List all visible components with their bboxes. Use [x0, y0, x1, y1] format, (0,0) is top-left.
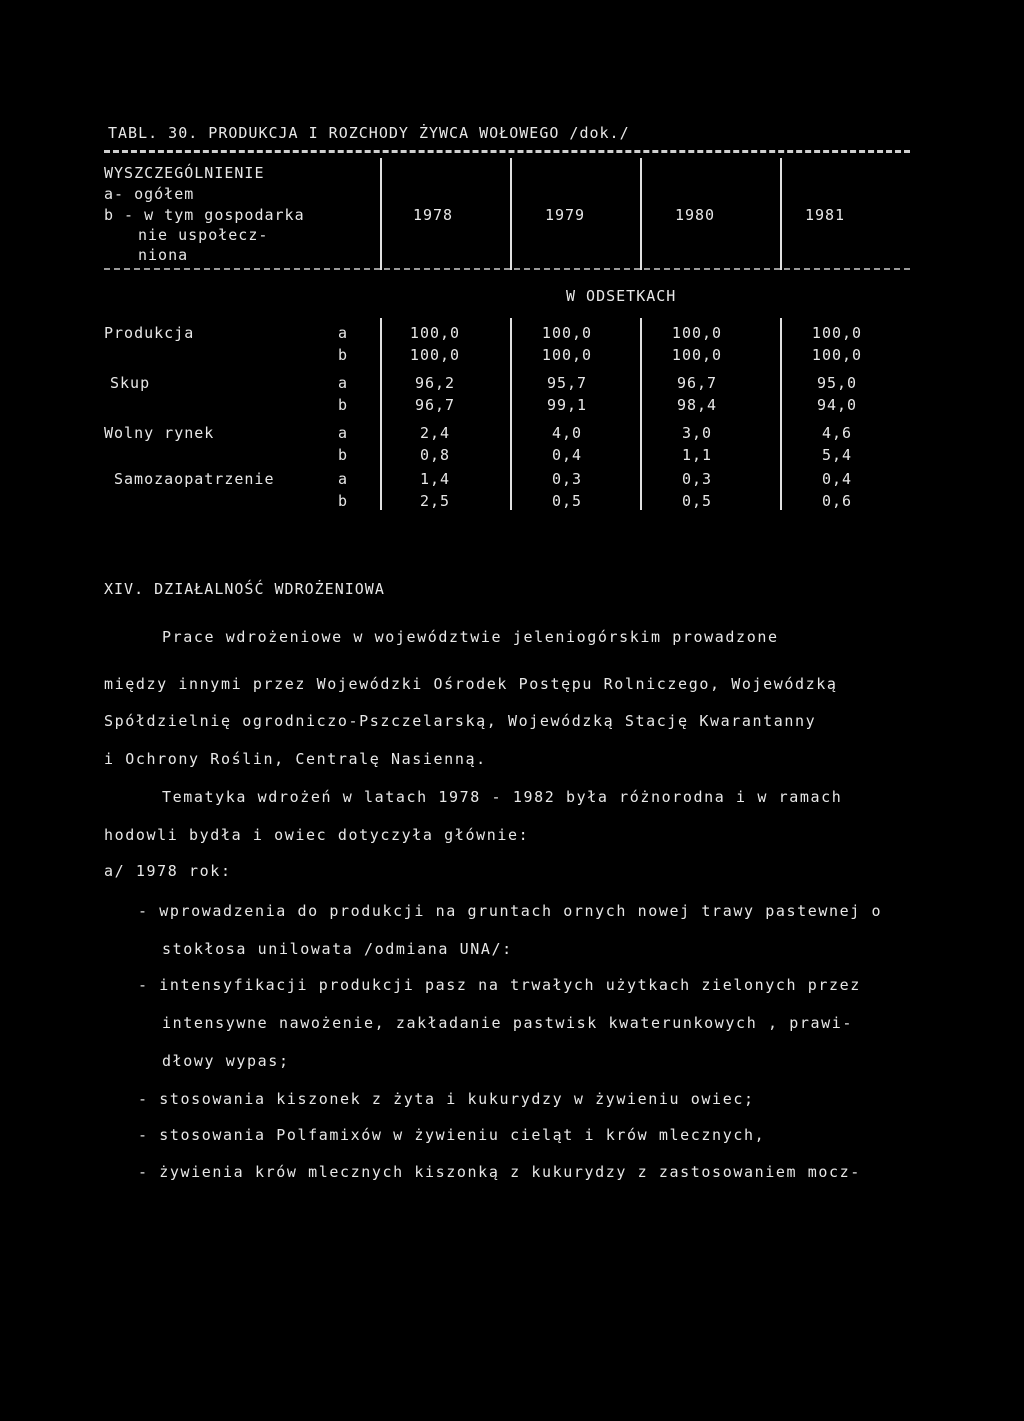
cell: 0,4 — [821, 470, 853, 488]
row-label-produkcja: Produkcja — [104, 324, 195, 342]
cell: 100,0 — [409, 346, 461, 364]
header-label-2: a- ogółem — [104, 185, 195, 203]
bullet-2-line-3: dłowy wypas; — [162, 1052, 290, 1070]
cell: 100,0 — [811, 324, 863, 342]
cell: 3,0 — [681, 424, 713, 442]
cell: 100,0 — [409, 324, 461, 342]
cell: 96,7 — [676, 374, 718, 392]
row-ab: a — [338, 324, 349, 342]
cell: 2,5 — [419, 492, 451, 510]
year-1981: 1981 — [804, 206, 846, 224]
cell: 100,0 — [541, 346, 593, 364]
row-label-samozaopatrzenie: Samozaopatrzenie — [114, 470, 275, 488]
row-ab: a — [338, 424, 349, 442]
cell: 0,6 — [821, 492, 853, 510]
topic-line-1: Tematyka wdrożeń w latach 1978 - 1982 była różnorodna i w ramach — [162, 788, 843, 806]
cell: 100,0 — [541, 324, 593, 342]
header-top-rule — [104, 150, 910, 159]
table-title: TABL. 30. PRODUKCJA I ROZCHODY ŻYWCA WOŁOWEGO /dok./ — [108, 124, 630, 142]
header-col-divider-3 — [640, 158, 642, 270]
cell: 0,4 — [551, 446, 583, 464]
topic-line-2: hodowli bydła i owiec dotyczyła głównie: — [104, 826, 530, 844]
cell: 95,7 — [546, 374, 588, 392]
cell: 98,4 — [676, 396, 718, 414]
cell: 100,0 — [671, 346, 723, 364]
cell: 5,4 — [821, 446, 853, 464]
cell: 0,5 — [681, 492, 713, 510]
header-label-4: nie uspołecz- — [138, 226, 269, 244]
bullet-2-line-1: - intensyfikacji produkcji pasz na trwałych użytkach zielonych przez — [138, 976, 861, 994]
cell: 96,7 — [414, 396, 456, 414]
cell: 1,4 — [419, 470, 451, 488]
bullet-2-line-2: intensywne nawożenie, zakładanie pastwisk kwaterunkowych , prawi- — [162, 1014, 853, 1032]
intro-line-4: i Ochrony Roślin, Centralę Nasienną. — [104, 750, 487, 768]
year-1979: 1979 — [544, 206, 586, 224]
section-heading: XIV. DZIAŁALNOŚĆ WDROŻENIOWA — [104, 580, 385, 598]
year-label: a/ 1978 rok: — [104, 862, 232, 880]
bullet-3: - stosowania kiszonek z żyta i kukurydzy w żywieniu owiec; — [138, 1090, 755, 1108]
cell: 0,3 — [551, 470, 583, 488]
row-label-skup: Skup — [110, 374, 151, 392]
header-label-1: WYSZCZEGÓLNIENIE — [104, 164, 265, 182]
header-col-divider-2 — [510, 158, 512, 270]
cell: 94,0 — [816, 396, 858, 414]
cell: 4,0 — [551, 424, 583, 442]
intro-line-1: Prace wdrożeniowe w województwie jeleniogórskim prowadzone — [162, 628, 779, 646]
cell: 0,8 — [419, 446, 451, 464]
row-ab: b — [338, 492, 349, 510]
cell: 2,4 — [419, 424, 451, 442]
row-label-wolny-rynek: Wolny rynek — [104, 424, 215, 442]
row-ab: b — [338, 396, 349, 414]
cell: 95,0 — [816, 374, 858, 392]
cell: 100,0 — [671, 324, 723, 342]
intro-line-3: Spółdzielnię ogrodniczo-Pszczelarską, Wojewódzką Stację Kwarantanny — [104, 712, 817, 730]
cell: 99,1 — [546, 396, 588, 414]
header-label-3: b - w tym gospodarka — [104, 206, 305, 224]
unit-label: W ODSETKACH — [566, 287, 677, 305]
year-1978: 1978 — [412, 206, 454, 224]
cell: 0,5 — [551, 492, 583, 510]
bullet-1-line-1: - wprowadzenia do produkcji na gruntach ornych nowej trawy pastewnej o — [138, 902, 883, 920]
header-label-5: niona — [138, 246, 189, 264]
cell: 100,0 — [811, 346, 863, 364]
row-ab: a — [338, 374, 349, 392]
intro-line-2: między innymi przez Wojewódzki Ośrodek Postępu Rolniczego, Wojewódzką — [104, 675, 838, 693]
bullet-1-line-2: stokłosa unilowata /odmiana UNA/: — [162, 940, 513, 958]
header-col-divider-4 — [780, 158, 782, 270]
cell: 1,1 — [681, 446, 713, 464]
cell: 96,2 — [414, 374, 456, 392]
bullet-4: - stosowania Polfamixów w żywieniu cieląt i krów mlecznych, — [138, 1126, 766, 1144]
row-ab: b — [338, 446, 349, 464]
cell: 0,3 — [681, 470, 713, 488]
row-ab: a — [338, 470, 349, 488]
header-bottom-rule — [104, 268, 910, 274]
header-col-divider-1 — [380, 158, 382, 270]
bullet-5: - żywienia krów mlecznych kiszonką z kukurydzy z zastosowaniem mocz- — [138, 1163, 861, 1181]
year-1980: 1980 — [674, 206, 716, 224]
row-ab: b — [338, 346, 349, 364]
cell: 4,6 — [821, 424, 853, 442]
